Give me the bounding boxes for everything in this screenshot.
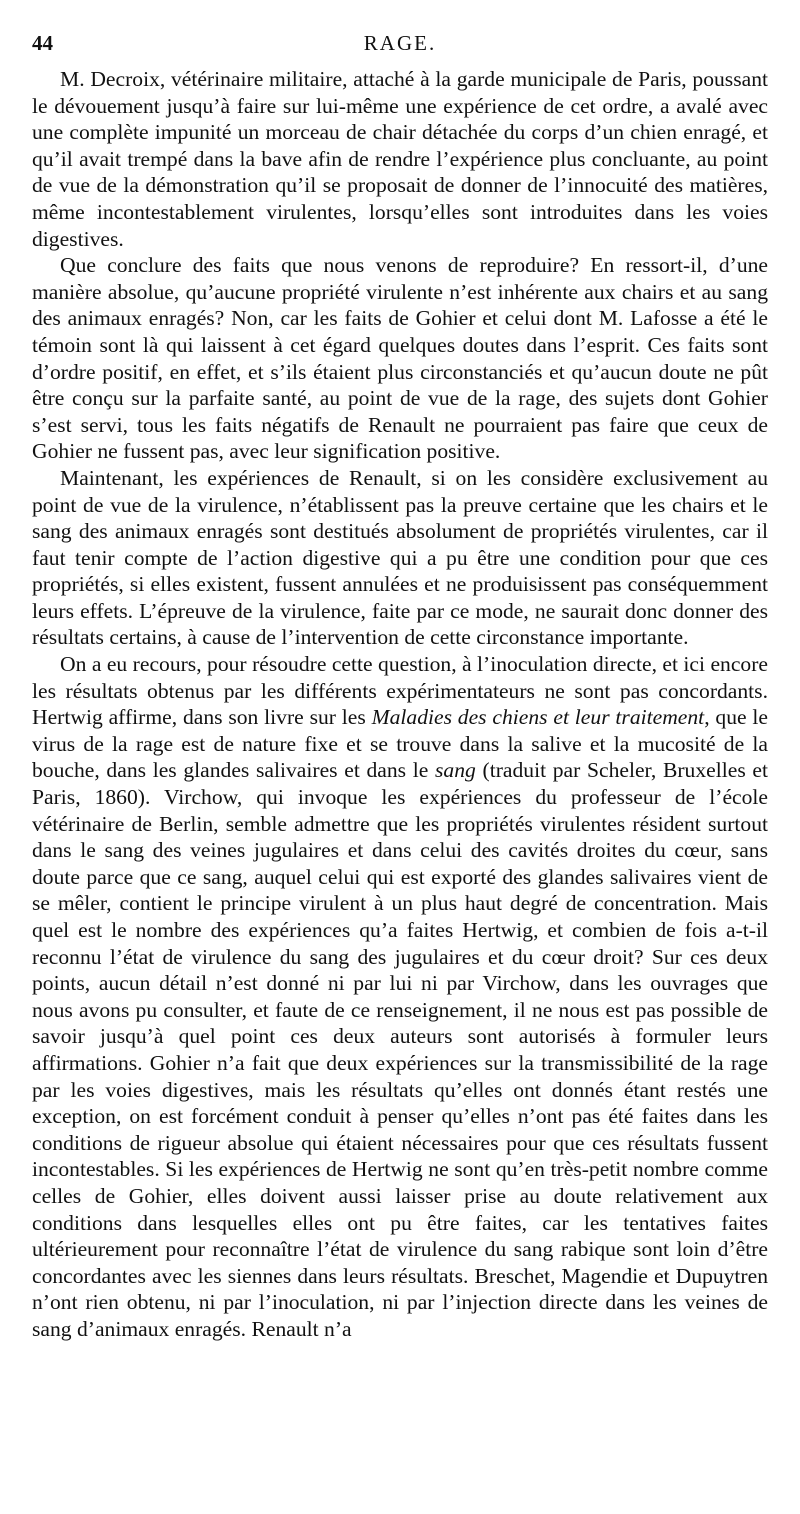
- paragraph-que-conclure: Que conclure des faits que nous venons de reproduire? En ressort-il, d’une manière absolue, qu’aucune propriété virulente n’est inhérente aux chairs et au sang des animaux enragés? Non, car les faits de Gohier et celui dont M. Lafosse a été le témoin sont là qui laissent à cet égard quelques doutes dans l’esprit. Ces faits sont d’ordre positif, en effet, et s’ils étaient plus circonstanciés et qu’aucun doute ne pût être conçu sur la parfaite santé, au point de vue de la rage, des sujets dont Gohier s’est servi, tous les faits négatifs de Renault ne pourraient pas faire que ceux de Gohier ne fussent pas, avec leur signification positive.: [32, 253, 768, 464]
- body-text: [32, 66, 768, 1343]
- book-title: Maladies des chiens et leur traitement: [371, 705, 705, 730]
- paragraph-inoculation-rest: (traduit par Scheler, Bruxelles et Paris, 1860). Virchow, qui invoque les expériences du professeur de l’école vétérinaire de Berlin, semble admettre que les propriétés virulentes résident surtout dans le sang des veines jugulaires et dans celui des cavités droites du cœur, sans doute parce que ce sang, auquel celui qui est exporté des glandes salivaires vient de se mêler, contient le principe virulent à un plus haut degré de concentration. Mais quel est le nombre des expériences qu’a faites Hertwig, et combien de fois a-t-il reconnu l’état de virulence du sang des jugulaires et du cœur droit? Sur ces deux points, aucun détail n’est donné ni par lui ni par Virchow, dans les ouvrages que nous avons pu consulter, et faute de ce renseignement, il ne nous est pas possible de savoir jusqu’à quel point ces deux auteurs sont autorisés à formuler leurs affirmations. Gohier n’a fait que deux expériences sur la transmissibilité de la rage par les voies digestives, mais les résultats qu’elles ont donnés étant restés une exception, on est forcément conduit à penser qu’elles n’ont pas été faites dans les conditions de rigueur absolue qui étaient nécessaires pour que ces résultats fussent incontestables. Si les expériences de Hertwig ne sont qu’en très-petit nombre comme celles de Gohier, elles doivent aussi laisser prise au doute relativement aux conditions dans lesquelles elles ont pu être faites, car les tentatives faites ultérieurement pour reconnaître l’état de virulence du sang rabique sont loin d’être concordantes avec les siennes dans leurs résultats. Breschet, Magendie et Dupuytren n’ont rien obtenu, ni par l’inoculation, ni par l’injection directe dans les veines de sang d’animaux enragés. Renault n’a: [32, 758, 768, 1341]
- running-title: RAGE.: [363, 31, 437, 55]
- paragraph-inoculation-middle: , que le virus de la rage est de nature fixe et se trouve dans la salive et la mucosité de la bouche, dans les glandes salivaires et dans le: [32, 705, 768, 783]
- paragraph-decroix: M. Decroix, vétérinaire militaire, attaché à la garde municipale de Paris, poussant le dévouement jusqu’à faire sur lui-même une expérience de cet ordre, a avalé avec une complète impunité un morceau de chair détachée du corps d’un chien enragé, et qu’il avait trempé dans la bave afin de rendre l’expérience plus concluante, au point de vue de la démonstration qu’il se proposait de donner de l’innocuité des matières, même incontestablement virulentes, lorsqu’elles sont introduites dans les voies digestives.: [32, 67, 768, 251]
- italic-word-sang: sang: [435, 758, 476, 783]
- page-number: 44: [32, 31, 53, 55]
- paragraph-maintenant: Maintenant, les expériences de Renault, si on les considère exclusivement au point de vue de la virulence, n’établissent pas la preuve certaine que les chairs et le sang des animaux enragés sont destitués absolument de propriétés virulentes, car il faut tenir compte de l’action digestive qui a pu être une condition pour que ces propriétés, si elles existent, fussent annulées et ne produisissent pas conséquemment leurs effets. L’épreuve de la virulence, faite par ce mode, ne saurait donc donner des résultats certains, à cause de l’intervention de cette circonstance importante.: [32, 465, 768, 650]
- paragraph-inoculation: [32, 651, 768, 1342]
- paragraph-inoculation-intro: On a eu recours, pour résoudre cette question, à l’inoculation directe, et ici encore les résultats obtenus par les différents expérimentateurs ne sont pas concordants. Hertwig affirme, dans son livre sur les: [32, 652, 768, 730]
- page-header: [32, 28, 768, 58]
- document-page: [32, 28, 768, 1343]
